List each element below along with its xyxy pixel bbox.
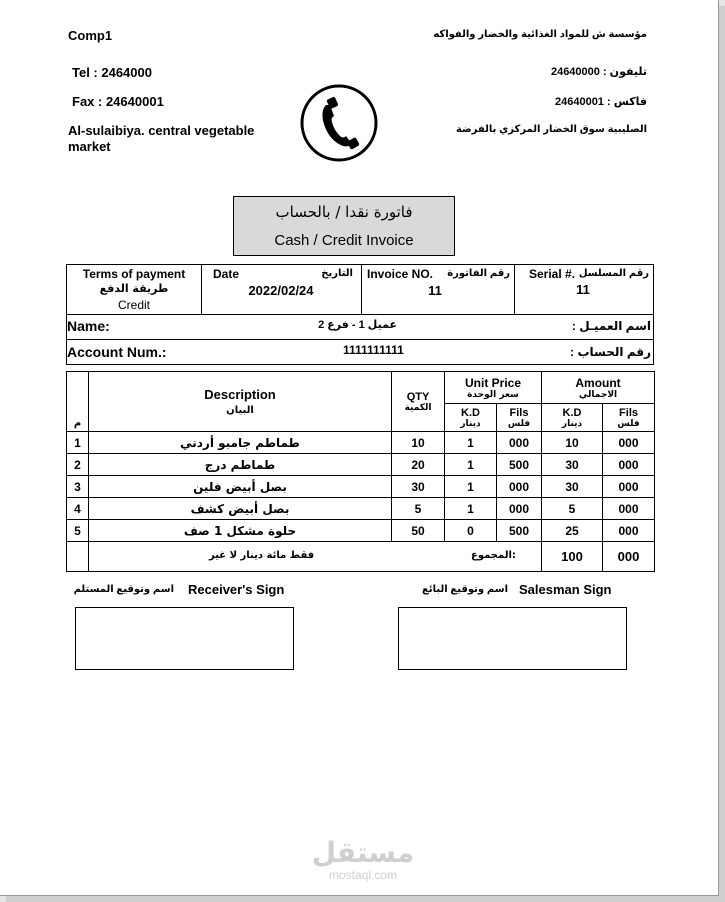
invoice-no-label-ar: رقم الفاتورة (447, 268, 510, 279)
sub-header-kd: K.D دينار (542, 404, 603, 432)
name-label-ar: اسم العميـل : (571, 319, 651, 333)
total-fils: 000 (603, 542, 655, 572)
company-name-ar: مؤسسة ش للمواد الغذائية والخضار والفواكه (433, 29, 647, 40)
tel-en: Tel : 2464000 (72, 65, 152, 80)
name-value: عميل 1 - فرع 2 (318, 319, 397, 331)
address-en: Al-sulaibiya. central vegetable market (68, 123, 255, 154)
terms-value: Credit (117, 298, 150, 312)
table-row: 5 حلوة مشكل 1 صف 50 0 500 25 000 (67, 520, 655, 542)
account-label-ar: رقم الحساب : (570, 345, 651, 359)
items-table (66, 371, 655, 572)
tel-ar: تليفون : 24640000 (550, 66, 647, 78)
account-label: Account Num.: (67, 344, 167, 360)
fax-ar: فاكس : 24640001 (554, 96, 647, 108)
invoice-no-label: Invoice NO. (367, 267, 434, 281)
col-header-amount: Amount الاجمالي (542, 372, 655, 404)
fax-en: Fax : 24640001 (72, 94, 164, 109)
receiver-sign-label: Receiver's Sign (188, 582, 285, 597)
serial-label-ar: رقم المسلسل (578, 268, 649, 279)
sub-header-fils: Fils فلس (603, 404, 655, 432)
table-row: 4 بصل أبيض كشف 5 1 000 5 000 (67, 498, 655, 520)
total-label-ar: المجموع: (471, 550, 516, 561)
total-words: فقط مائة دينار لا غير (209, 550, 315, 561)
salesman-sign-ar: اسم وتوقيع البائع (422, 584, 508, 595)
receiver-sign-ar: اسم وتوقيع المستلم (73, 584, 174, 595)
table-row: 1 طماطم جامبو أردني 10 1 000 10 000 (67, 432, 655, 454)
col-header-description: Description البيان (89, 372, 392, 432)
name-label: Name: (67, 318, 110, 334)
col-header-unit-price: Unit Price سعر الوحدة (445, 372, 542, 404)
invoice-title-box (233, 196, 455, 256)
account-row (66, 340, 654, 365)
sub-header-kd: K.D دينار (445, 404, 497, 432)
watermark: مستقل mostaql.com (311, 836, 415, 882)
total-kd: 100 (542, 542, 603, 572)
phone-icon (299, 83, 379, 163)
name-row (66, 315, 654, 340)
title-en: Cash / Credit Invoice (274, 232, 414, 249)
date-label: Date (213, 267, 240, 281)
account-value: 1111111111 (343, 343, 404, 357)
address-ar: الصليبية سوق الخضار المركزي بالفرضة (455, 124, 647, 135)
table-row: 2 طماطم درج 20 1 500 30 000 (67, 454, 655, 476)
col-header-qty: QTY الكمية (392, 372, 445, 432)
company-name: Comp1 (68, 28, 113, 43)
info-row (66, 264, 654, 315)
table-row: 3 بصل أبيض فلين 30 1 000 30 000 (67, 476, 655, 498)
invoice-no-value: 11 (428, 283, 442, 298)
sub-header-fils: Fils فلس (497, 404, 542, 432)
date-label-ar: التاريخ (321, 268, 353, 279)
terms-label: Terms of payment (82, 267, 186, 281)
salesman-sign-box (398, 607, 627, 670)
serial-label: Serial #. (529, 267, 576, 281)
title-ar: فاتورة نقدا / بالحساب (275, 203, 413, 221)
terms-label-ar: طريقة الدفع (99, 282, 169, 295)
col-header-index: م (67, 372, 89, 432)
serial-value: 11 (576, 282, 590, 297)
salesman-sign-label: Salesman Sign (519, 582, 612, 597)
receiver-sign-box (75, 607, 294, 670)
date-value: 2022/02/24 (248, 283, 314, 298)
total-row (67, 542, 655, 572)
